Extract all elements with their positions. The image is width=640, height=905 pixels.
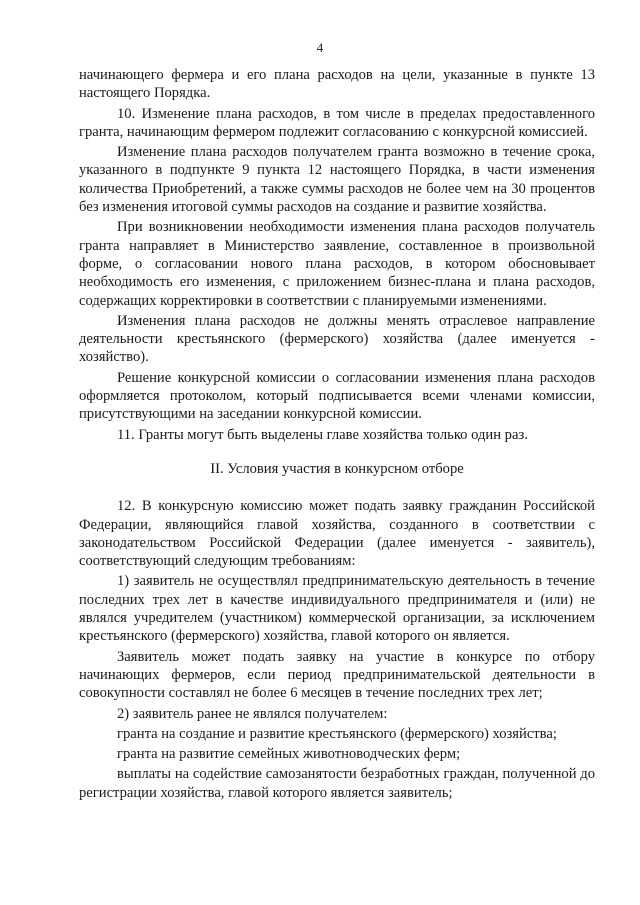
paragraph-requirement-1: 1) заявитель не осуществлял предпринимательскую деятельность в течение последних трех лет в качестве индивидуального предпринимателя и (или) не являлся учредителем (участником) коммерческой организации, за исключением крестьянского (фермерского) хозяйства, главой которого он является. (79, 573, 595, 645)
paragraph-self-employment-payment: выплаты на содействие самозанятости безработных граждан, полученной до регистрации хозяйства, главой которого является заявитель; (79, 766, 595, 801)
paragraph-plan-change-request: При возникновении необходимости изменения плана расходов получатель гранта направляет в Министерство заявление, составленное в произвольной форме, о согласовании нового плана расходов, в котором обосновывает необходимость его изменения, с приложением бизнес-плана и плана расходов, содержащих корректировки в соответствии с планируемыми изменениями. (79, 219, 595, 309)
page-number: 4 (316, 40, 324, 55)
paragraph-plan-change-restriction: Изменения плана расходов не должны менять отраслевое направление деятельности крестьянского (фермерского) хозяйства (далее именуется - хозяйство). (79, 312, 595, 366)
document-body (79, 66, 595, 804)
paragraph-plan-change-terms: Изменение плана расходов получателем гранта возможно в течение срока, указанного в подпункте 9 пункта 12 настоящего Порядка, в части изменения количества Приобретений, а также суммы расходов не более чем на 30 процентов без изменения итоговой суммы расходов на создание и развитие хозяйства. (79, 144, 595, 216)
paragraph-grant-family-farm: гранта на развитие семейных животноводческих ферм; (117, 746, 461, 763)
section-heading: II. Условия участия в конкурсном отборе (210, 460, 464, 477)
paragraph-requirement-2: 2) заявитель ранее не являлся получателем: (117, 705, 388, 722)
paragraph-commission-decision: Решение конкурсной комиссии о согласовании изменения плана расходов оформляется протоколом, который подписывается всеми членами комиссии, присутствующими на заседании конкурсной комиссии. (79, 369, 595, 423)
paragraph-requirement-1-exception: Заявитель может подать заявку на участие в конкурсе по отбору начинающих фермеров, если период предпринимательской деятельности в совокупности составлял не более 6 месяцев в течение последних трех лет; (79, 648, 595, 702)
paragraph-item-10: 10. Изменение плана расходов, в том числе в пределах предоставленного гранта, начинающим фермером подлежит согласованию с конкурсной комиссией. (79, 105, 595, 140)
paragraph-grant-farm: гранта на создание и развитие крестьянского (фермерского) хозяйства; (117, 725, 557, 742)
paragraph-item-11: 11. Гранты могут быть выделены главе хозяйства только один раз. (117, 426, 528, 443)
paragraph-item-12: 12. В конкурсную комиссию может подать заявку гражданин Российской Федерации, являющийся главой хозяйства, созданного в соответствии с законодательством Российской Федерации (далее именуется - заявитель), соответствующий следующим требованиям: (79, 498, 595, 570)
paragraph-continuation: начинающего фермера и его плана расходов на цели, указанные в пункте 13 настоящего Порядка. (79, 67, 595, 102)
